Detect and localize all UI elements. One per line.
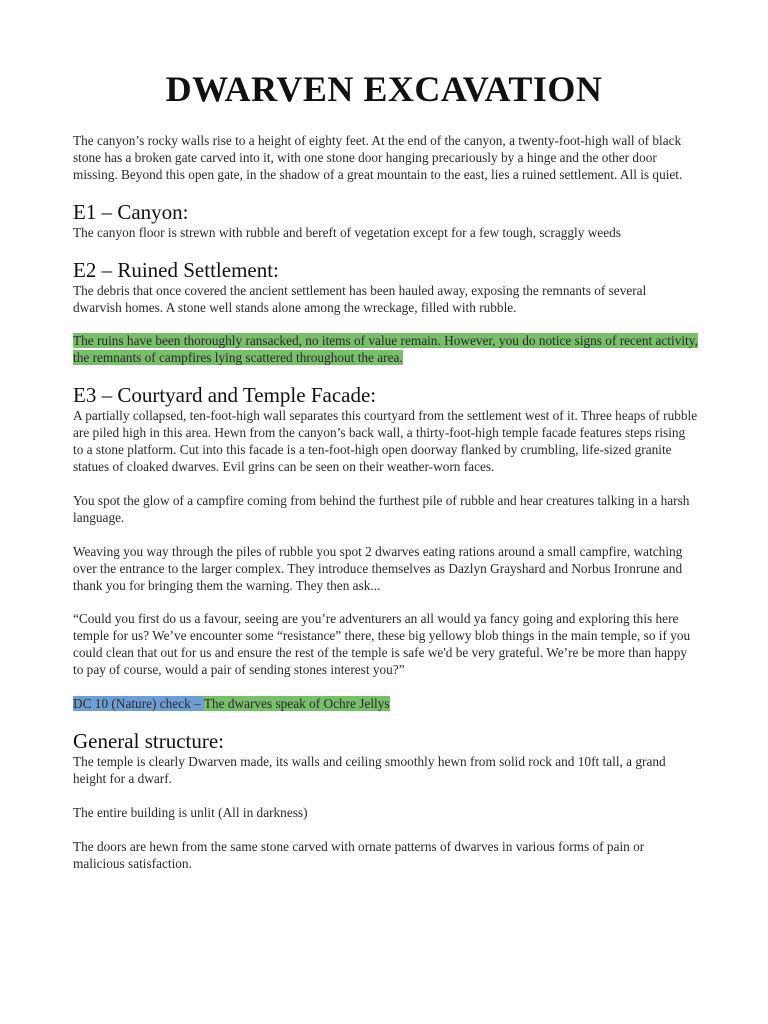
e3-paragraph-3: Weaving you way through the piles of rubble you spot 2 dwarves eating rations around a small campfire, watching over the entrance to the larger complex. They introduce themselves as Dazlyn Grayshard and Norbus Ironrune and thank you for bringing them the warning. They then ask...	[73, 543, 683, 593]
section-heading-general: General structure:	[73, 728, 225, 753]
nature-check-line	[73, 696, 698, 713]
e1-paragraph: The canyon floor is strewn with rubble and bereft of vegetation except for a few tough, scraggly weeds	[73, 224, 621, 240]
e2-paragraph: The debris that once covered the ancient settlement has been hauled away, exposing the remnants of several dwarvish homes. A stone well stands alone among the wreckage, filled with rubble.	[73, 282, 647, 315]
section-heading-e2: E2 – Ruined Settlement:	[73, 257, 279, 282]
general-paragraph-2: The entire building is unlit (All in darkness)	[73, 804, 308, 820]
e3-paragraph-2: You spot the glow of a campfire coming from behind the furthest pile of rubble and hear creatures talking in a harsh language.	[73, 492, 690, 525]
document-body	[73, 133, 698, 872]
section-heading-e3: E3 – Courtyard and Temple Facade:	[73, 383, 377, 408]
intro-paragraph: The canyon’s rocky walls rise to a height of eighty feet. At the end of the canyon, a twenty-foot-high wall of black stone has a broken gate carved into it, with one stone door hanging precariously by a hinge and the other door missing. Beyond this open gate, in the shadow of a great mountain to the east, lies a ruined settlement. All is quiet.	[73, 133, 683, 182]
section-heading-e1: E1 – Canyon:	[73, 199, 189, 224]
document-title: DWARVEN EXCAVATION	[165, 69, 603, 109]
green-highlight: The ruins have been thoroughly ransacked, no items of value remain. However, you do notice signs of recent activity, the remnants of campfires lying scattered throughout the area.	[73, 333, 698, 366]
e3-paragraph-1: A partially collapsed, ten-foot-high wall separates this courtyard from the settlement west of it. Three heaps of rubble are piled high in this area. Hewn from the canyon’s back wall, a thirty-foot-high temple facade features steps rising to a stone platform. Cut into this facade is a ten-foot-high open doorway flanked by crumbling, life-sized granite statues of cloaked dwarves. Evil grins can be seen on their weather-worn faces.	[73, 408, 698, 474]
check-result: The dwarves speak of Ochre Jellys	[203, 696, 390, 712]
e3-paragraph-4: “Could you first do us a favour, seeing are you’re adventurers an all would ya fancy going and exploring this here temple for us? We’ve encounter some “resistance” there, these big yellowy blob things in the main temple, so if you could clean that out for us and ensure the rest of the temple is safe we'd be very grateful. We’re be more than happy to pay of course, would a pair of sending stones interest you?”	[73, 611, 691, 678]
general-paragraph-1: The temple is clearly Dwarven made, its walls and ceiling smoothly hewn from solid rock and 10ft tall, a grand height for a dwarf.	[73, 753, 666, 786]
general-paragraph-3: The doors are hewn from the same stone carved with ornate patterns of dwarves in various forms of pain or malicious satisfaction.	[73, 838, 645, 871]
e2-highlight-paragraph	[73, 333, 698, 367]
check-label: DC 10 (Nature) check –	[73, 696, 204, 712]
